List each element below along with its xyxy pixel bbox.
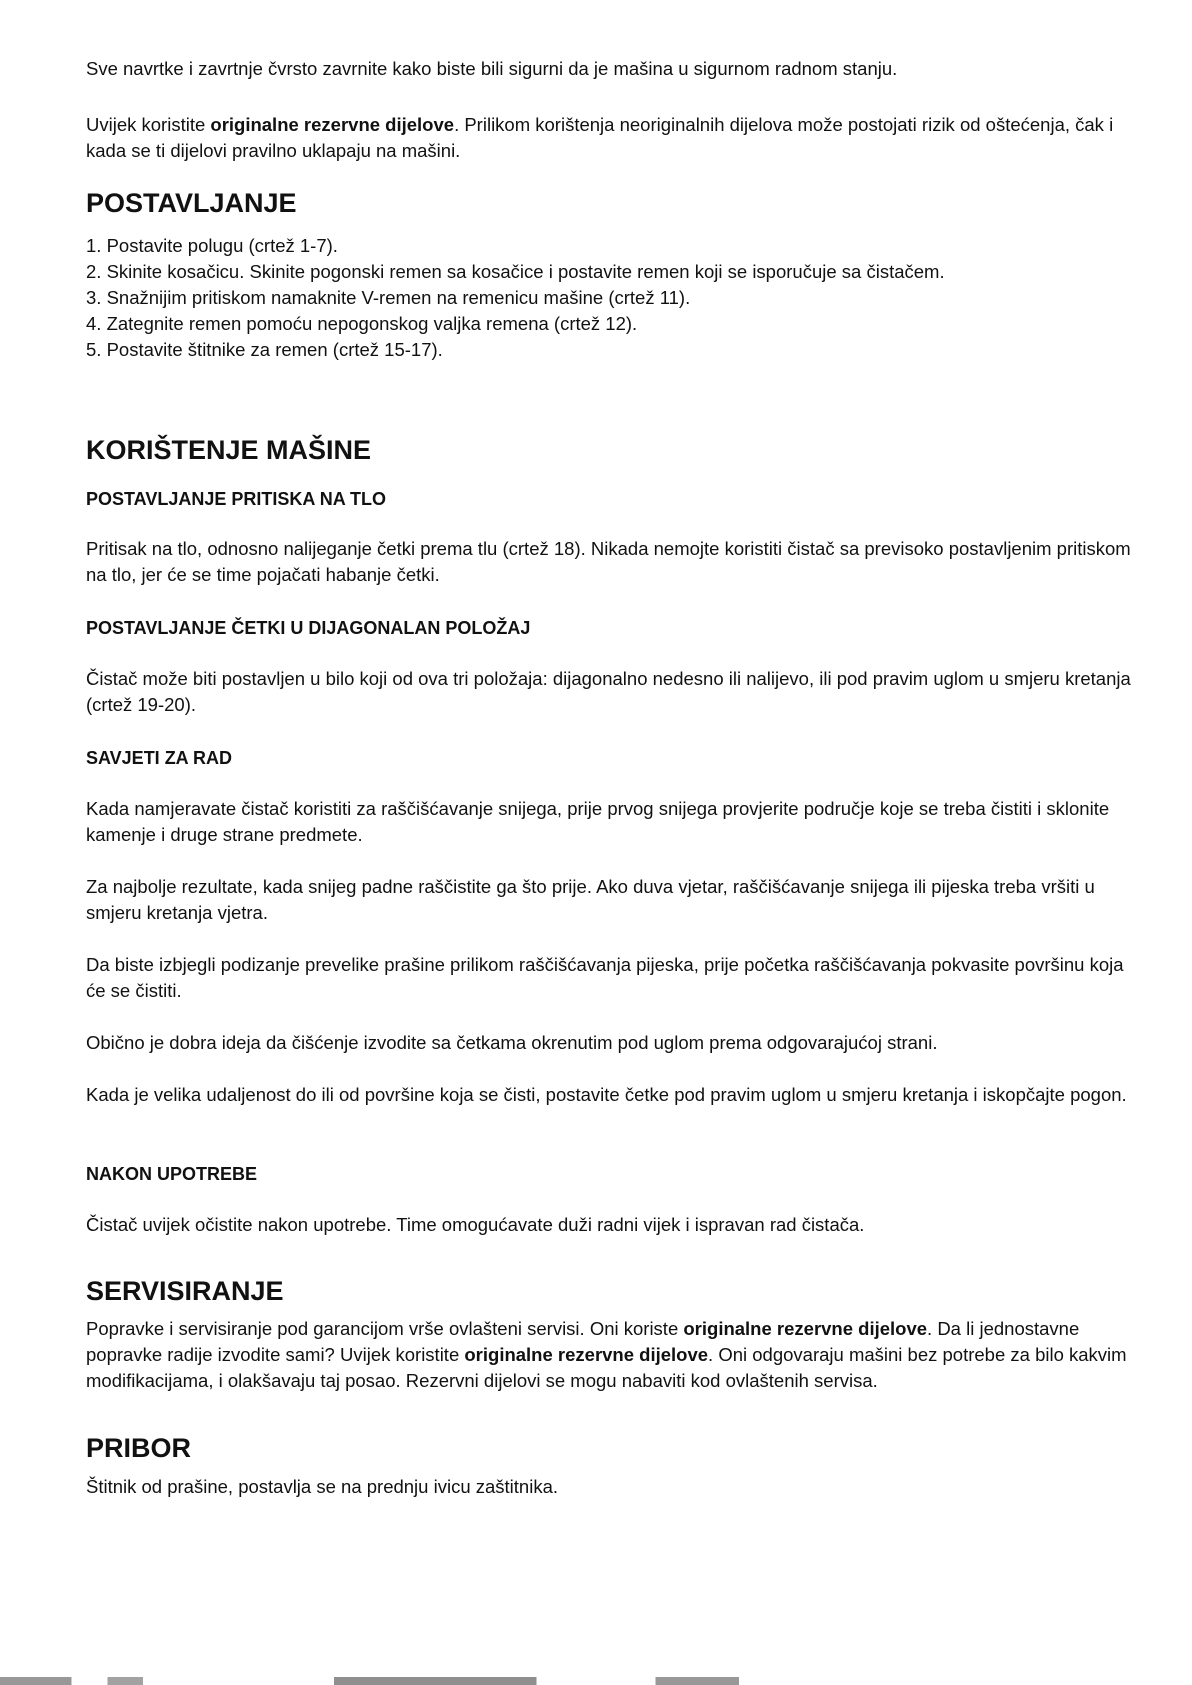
setup-steps-list: [86, 233, 1136, 363]
subheading-savjeti: SAVJETI ZA RAD: [86, 748, 233, 768]
servisiranje-paragraph: [86, 1316, 1136, 1394]
pribor-paragraph: Štitnik od prašine, postavlja se na prednju ivicu zaštitnika.: [86, 1476, 559, 1497]
heading-servisiranje: SERVISIRANJE: [86, 1276, 284, 1306]
servis-bold-text: originalne rezervne dijelove: [683, 1318, 928, 1339]
subheading-pritisak: POSTAVLJANJE PRITISKA NA TLO: [86, 489, 387, 509]
intro-text: Uvijek koristite: [86, 114, 211, 135]
pritisak-paragraph: Pritisak na tlo, odnosno nalijeganje četki prema tlu (crtež 18). Nikada nemojte koristiti čistač sa previsoko postavljenim pritiskom na tlo, jer će se time pojačati habanje četki.: [86, 538, 1131, 585]
setup-step: 2. Skinite kosačicu. Skinite pogonski remen sa kosačice i postavite remen koji se isporučuje sa čistačem.: [86, 261, 945, 282]
savjeti-paragraph-3: Da biste izbjegli podizanje prevelike prašine prilikom raščišćavanja pijeska, prije početka raščišćavanja pokvasite površinu koja će se čistiti.: [86, 954, 1124, 1001]
setup-step: 5. Postavite štitnike za remen (crtež 15-17).: [86, 339, 443, 360]
servis-bold-text: originalne rezervne dijelove: [464, 1344, 709, 1365]
subheading-nakon: NAKON UPOTREBE: [86, 1164, 258, 1184]
intro-bold-text: originalne rezervne dijelove: [210, 114, 455, 135]
heading-koristenje: KORIŠTENJE MAŠINE: [86, 435, 372, 465]
savjeti-paragraph-5: Kada je velika udaljenost do ili od površine koja se čisti, postavite četke pod pravim uglom u smjeru kretanja i iskopčajte pogon.: [86, 1084, 1127, 1105]
setup-step: 4. Zategnite remen pomoću nepogonskog valjka remena (crtež 12).: [86, 313, 638, 334]
intro-paragraph-1: Sve navrtke i zavrtnje čvrsto zavrnite kako biste bili sigurni da je mašina u sigurnom radnom stanju.: [86, 58, 898, 79]
servis-text: Popravke i servisiranje pod garancijom vrše ovlašteni servisi. Oni koriste: [86, 1318, 684, 1339]
servis-text: . Oni odgovaraju mašini bez potrebe za bilo kakvim modifikacijama, i olakšavaju taj posao. Rezervni dijelovi se mogu nabaviti kod ovlaštenih servisa.: [86, 1344, 1127, 1391]
page-bottom-edge: [0, 1677, 1192, 1685]
subheading-cetke: POSTAVLJANJE ČETKI U DIJAGONALAN POLOŽAJ: [86, 618, 531, 638]
heading-postavljanje: POSTAVLJANJE: [86, 188, 297, 218]
savjeti-paragraph-1: Kada namjeravate čistač koristiti za raščišćavanje snijega, prije prvog snijega provjerite područje koje se treba čistiti i sklonite kamenje i druge strane predmete.: [86, 798, 1110, 845]
intro-text-rest: . Prilikom korištenja neoriginalnih dijelova može postojati rizik od oštećenja, čak i kada se ti dijelovi pravilno uklapaju na mašini.: [86, 114, 1114, 161]
setup-step: 1. Postavite polugu (crtež 1-7).: [86, 235, 338, 256]
savjeti-paragraph-2: Za najbolje rezultate, kada snijeg padne raščistite ga što prije. Ako duva vjetar, raščišćavanje snijega ili pijeska treba vršiti u smjeru kretanja vjetra.: [86, 876, 1095, 923]
savjeti-paragraph-4: Obično je dobra ideja da čišćenje izvodite sa četkama okrenutim pod uglom prema odgovarajućoj strani.: [86, 1032, 938, 1053]
setup-step: 3. Snažnijim pritiskom namaknite V-remen na remenicu mašine (crtež 11).: [86, 287, 691, 308]
heading-pribor: PRIBOR: [86, 1433, 192, 1463]
servis-text: . Da li jednostavne popravke radije izvodite sami? Uvijek koristite: [86, 1318, 1080, 1365]
intro-paragraph-2: [86, 112, 1136, 164]
nakon-paragraph: Čistač uvijek očistite nakon upotrebe. Time omogućavate duži radni vijek i ispravan rad čistača.: [86, 1214, 865, 1235]
cetke-paragraph: Čistač može biti postavljen u bilo koji od ova tri položaja: dijagonalno nedesno ili nalijevo, ili pod pravim uglom u smjeru kretanja (crtež 19-20).: [86, 668, 1131, 715]
